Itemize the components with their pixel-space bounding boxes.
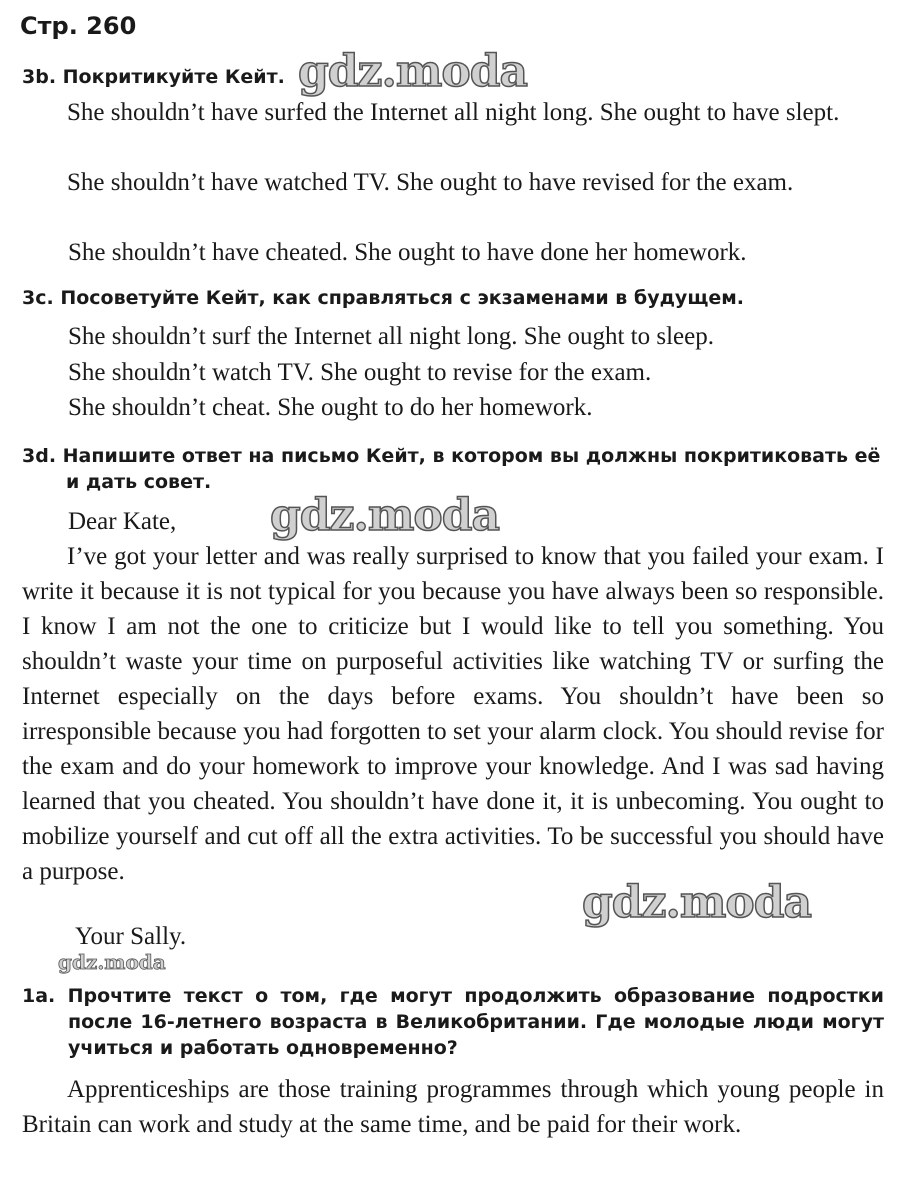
- task-3c-line-2: She shouldn’t watch TV. She ought to revise for the exam.: [68, 359, 652, 386]
- task-3d-heading: 3d. Напишите ответ на письмо Кейт, в котором вы должны покритиковать её и дать совет.: [22, 445, 881, 493]
- task-3c-line-3: She shouldn’t cheat. She ought to do her homework.: [68, 394, 593, 421]
- task-3b-heading: 3b. Покритикуйте Кейт.: [22, 66, 285, 88]
- watermark-logo: gdz.moda: [270, 490, 500, 541]
- task-3c-heading: 3c. Посоветуйте Кейт, как справляться с экзаменами в будущем.: [22, 287, 744, 309]
- watermark-logo: gdz.moda: [298, 46, 528, 97]
- task-3d-signature: Your Sally.: [75, 923, 187, 950]
- task-3b-line-3: She shouldn’t have cheated. She ought to have done her homework.: [68, 239, 747, 266]
- page-number: Стр. 260: [20, 12, 137, 40]
- watermark-logo: gdz.moda: [58, 950, 166, 974]
- task-3b-line-2: She shouldn’t have watched TV. She ought to have revised for the exam.: [67, 169, 794, 196]
- task-3d-greeting: Dear Kate,: [68, 508, 177, 535]
- task-3c-line-1: She shouldn’t surf the Internet all night long. She ought to sleep.: [68, 323, 714, 350]
- task-1a-body: Apprenticeships are those training programmes through which young people in Britain can work and study at the same time, and be paid for their work.: [22, 1076, 884, 1138]
- task-3b-line-1: She shouldn’t have surfed the Internet all night long. She ought to have slept.: [67, 99, 840, 126]
- task-3d-letter-body: I’ve got your letter and was really surprised to know that you failed your exam. I write it because it is not typical for you because you have always been so responsible. I know I am not the one to criticize but I would like to tell you something. You shouldn’t waste your time on purposeful activities like watching TV or surfing the Internet especially on the days before exams. You shouldn’t have been so irresponsible because you had forgotten to set your alarm clock. You should revise for the exam and do your homework to improve your knowledge. And I was sad having learned that you cheated. You shouldn’t have done it, it is unbecoming. You ought to mobilize yourself and cut off all the extra activities. To be successful you should have a purpose.: [22, 543, 884, 885]
- watermark-logo: gdz.moda: [582, 877, 812, 928]
- task-1a-heading: 1a. Прочтите текст о том, где могут продолжить образование подростки после 16-летнего возраста в Великобритании. Где молодые люди могут учиться и работать одновременно?: [22, 985, 884, 1059]
